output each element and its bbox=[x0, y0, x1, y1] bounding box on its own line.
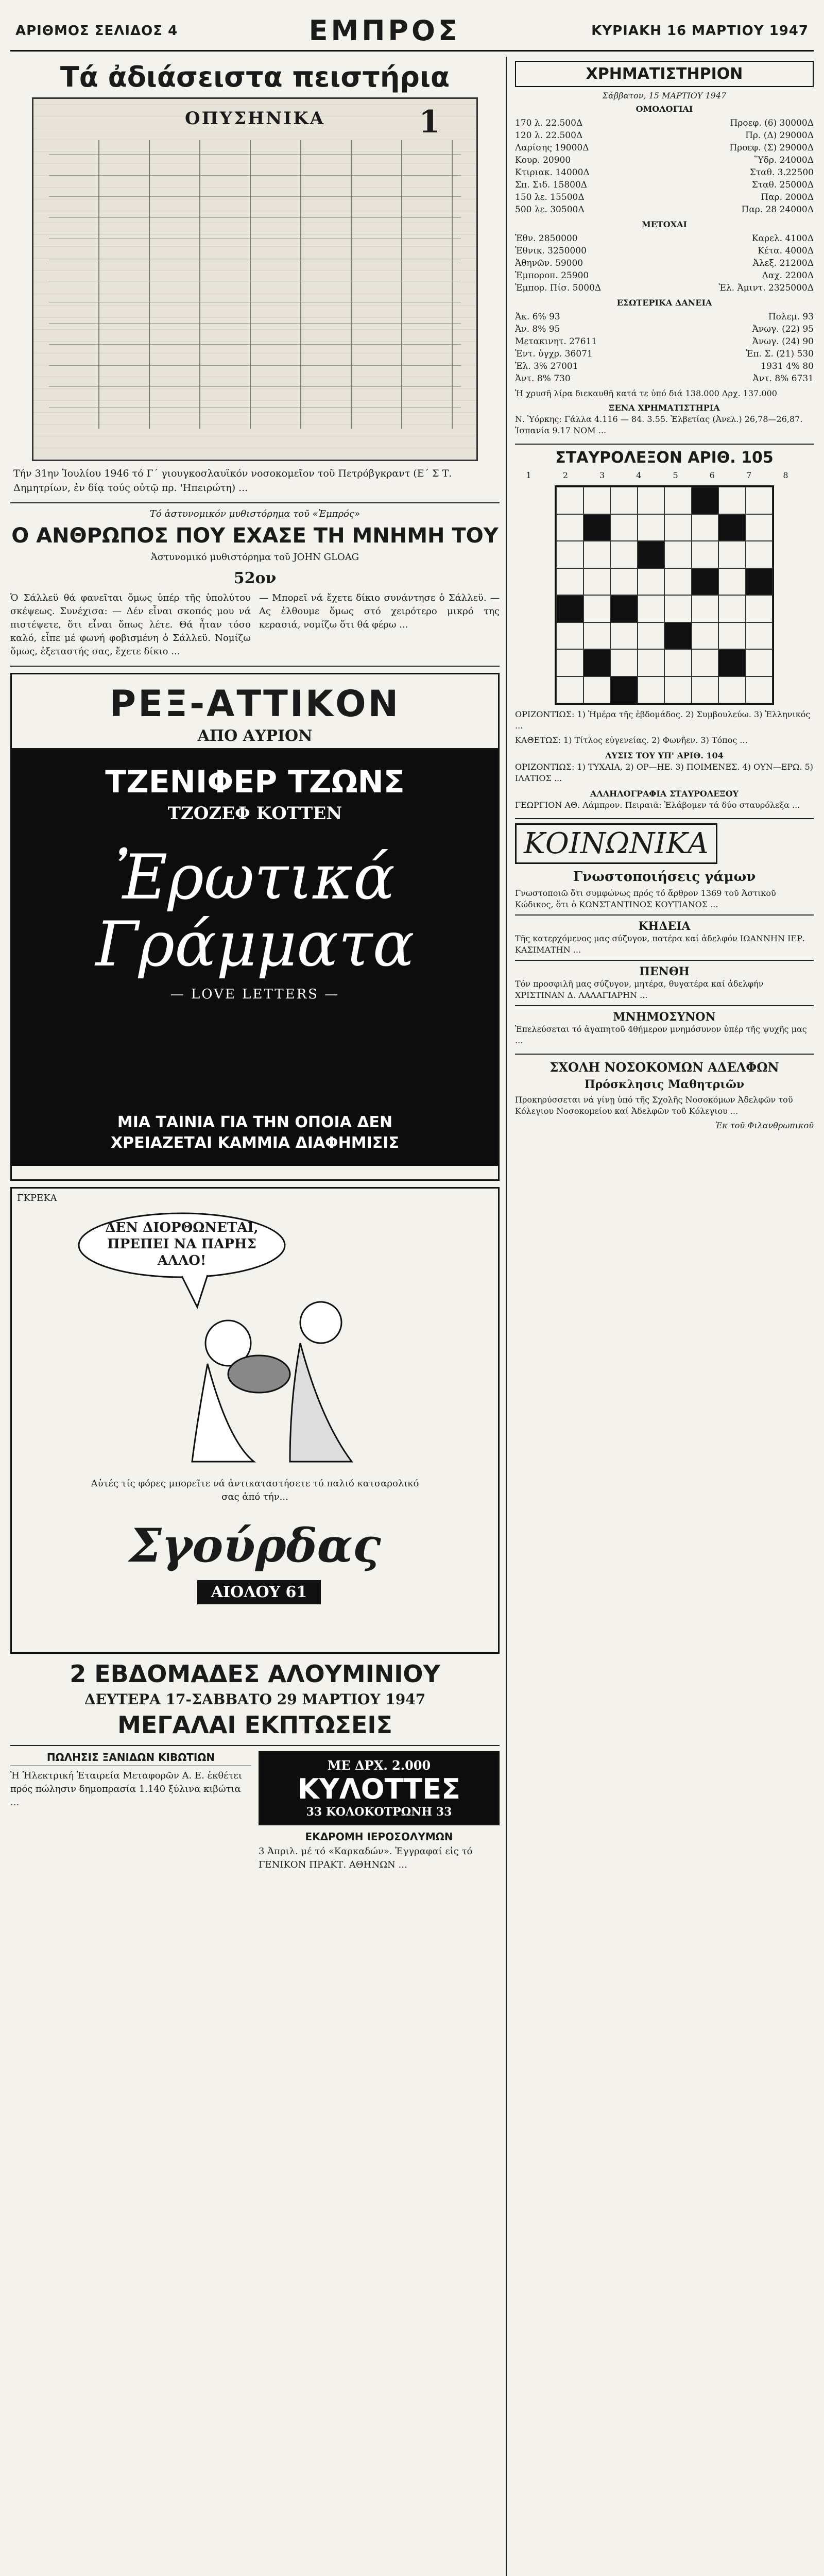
market-row bbox=[515, 245, 814, 257]
aluminium-sale-discount: ΜΕΓΑΛΑΙ ΕΚΠΤΩΣΕΙΣ bbox=[117, 1711, 392, 1739]
crossword-white-cell bbox=[692, 514, 719, 541]
crossword-white-cell bbox=[692, 622, 719, 650]
market-cell: Παρ. 28 24000Δ bbox=[741, 205, 814, 215]
crossword-across: ΟΡΙΖΟΝΤΙΩΣ: 1) Ἡμέρα τῆς ἑβδομάδος. 2) Συμβουλεύω. 3) Ἑλληνικός ... bbox=[515, 709, 811, 731]
market-cell: Ἐλ. Ἀμιντ. 2325000Δ bbox=[718, 283, 814, 293]
market-cell: Ἀθηνῶν. 59000 bbox=[515, 258, 583, 268]
document-headline: Τά ἀδιάσειστα πειστήρια bbox=[60, 61, 450, 93]
crossword-white-cell bbox=[664, 595, 692, 622]
market-cell: Κέτα. 4000Δ bbox=[758, 246, 814, 256]
mourning-text: Τόν προσφιλῆ μας σύζυγον, μητέρα, θυγατέρα καί ἀδελφήν ΧΡΙΣΤΙΝΑΝ Δ. ΛΑΛΑΓΙΑΡΗΝ ... bbox=[515, 979, 764, 1000]
market-cell: Σταθ. 25000Δ bbox=[751, 180, 814, 190]
right-bottom-ads bbox=[259, 1751, 500, 1872]
market-cell: Σταθ. 3.22500 bbox=[749, 167, 814, 178]
crossword-black-cell bbox=[664, 622, 692, 650]
serial-kicker: Τό ἀστυνομικόν μυθιστόρημα τοῦ «Ἐμπρός» bbox=[149, 509, 360, 519]
crossword-white-cell bbox=[664, 514, 692, 541]
serial-author: Ἀστυνομικό μυθιστόρημα τοῦ JOHN GLOAG bbox=[150, 552, 359, 563]
crossword-white-cell bbox=[746, 595, 773, 622]
stock-exchange bbox=[515, 57, 814, 445]
funeral-text: Τῆς κατερχόμενος μας σύζυγον, πατέρα καί ἀδελφόν ΙΩΑΝΝΗΝ ΙΕΡ. ΚΑΣΙΜΑΤΗΝ ... bbox=[515, 934, 805, 955]
serial-title: Ο ΑΝΘΡΩΠΟΣ ΠΟΥ ΕΧΑΣΕ ΤΗ ΜΝΗΜΗ ΤΟΥ bbox=[11, 524, 499, 548]
market-row bbox=[515, 166, 814, 179]
market-cell: 170 λ. 22.500Δ bbox=[515, 118, 583, 128]
crossword-white-cell bbox=[638, 595, 665, 622]
serial-text-col-1: Ὁ Σάλλεϋ θά φανεῖται ὄμως ὑπέρ τῆς ὑπολύτου σκέψεως. Συνέχισα: — Δέν εἶναι σκοπός μου νά πιστέψετε, ὅτι εἶναι ὅπως λέτε. Θά ἦταν τόσο καλό, εἶπε μέ φωνή φοβισμένη ὁ Σάλλεϋ. Νομίζω ὅμως, ἐξεταστής σας, ἔχετε δίκιο ... bbox=[10, 592, 251, 657]
kylottes-brand: ΚΥΛΟΤΤΕΣ bbox=[297, 1773, 461, 1805]
left-column bbox=[10, 57, 500, 2576]
market-cell: 1931 4% 80 bbox=[761, 361, 814, 371]
kylottes-address: 33 ΚΟΛΟΚΟΤΡΩΝΗ 33 bbox=[306, 1805, 452, 1819]
crossword-black-cell bbox=[583, 514, 611, 541]
market-row bbox=[515, 348, 814, 360]
marriage-notices-text: Γνωστοποιῶ ὅτι συμφώνως πρός τό ἄρθρον 1369 τοῦ Ἀστικοῦ Κώδικος, ὅτι ὁ ΚΩΝΣΤΑΝΤΙΝΟΣ ΚΟΥΤΙΑΝΟΣ ... bbox=[515, 888, 776, 909]
auction-title: ΠΩΛΗΣΙΣ ΞΑΝΙΔΩΝ ΚΙΒΩΤΙΩΝ bbox=[10, 1751, 251, 1766]
gold-sovereign-note: Ἡ χρυσῆ λίρα διεκαυθῆ κατά τε ὑπό διά 138.000 Δρχ. 137.000 bbox=[515, 388, 777, 398]
crossword-white-cell bbox=[664, 676, 692, 704]
crossword-black-cell bbox=[718, 514, 746, 541]
marriage-notices-title: Γνωστοποιήσεις γάμων bbox=[573, 869, 756, 885]
crossword-white-cell bbox=[556, 568, 583, 596]
crossword-white-cell bbox=[610, 568, 638, 596]
crossword-title: ΣΤΑΥΡΟΛΕΞΟΝ ΑΡΙΘ. 105 bbox=[555, 449, 774, 467]
market-row bbox=[515, 142, 814, 154]
document-photo-mark: 1 bbox=[419, 104, 440, 140]
nursing-school-text: Προκηρύσσεται νά γίνῃ ὑπό τῆς Σχολῆς Νοσοκόμων Ἀδελφῶν τοῦ Κόλεγιου Νοσοκομείου καί Ἀδελφῶν τοῦ Κόλεγιου ... bbox=[515, 1095, 793, 1116]
market-row bbox=[515, 191, 814, 204]
crossword-white-cell bbox=[718, 487, 746, 514]
cinema-tagline-2: ΧΡΕΙΑΖΕΤΑΙ ΚΑΜΜΙΑ ΔΙΑΦΗΜΙΣΙΣ bbox=[111, 1134, 399, 1152]
crossword-white-cell bbox=[556, 487, 583, 514]
domestic-loans-subtitle: ΕΣΩΤΕΡΙΚΑ ΔΑΝΕΙΑ bbox=[616, 298, 712, 308]
market-cell: Προεφ. (6) 30000Δ bbox=[730, 118, 814, 128]
market-cell: Λαχ. 2200Δ bbox=[762, 270, 814, 281]
crossword-white-cell bbox=[556, 514, 583, 541]
nursing-school-signature: Ἐκ τοῦ Φιλανθρωπικοῦ bbox=[715, 1121, 814, 1130]
stock-exchange-date: Σάββατον, 15 ΜΑΡΤΙΟΥ 1947 bbox=[602, 91, 727, 100]
market-row bbox=[515, 360, 814, 372]
crossword-white-cell bbox=[556, 676, 583, 704]
crossword-white-cell bbox=[583, 622, 611, 650]
crossword-section bbox=[515, 445, 814, 819]
funeral-title: ΚΗΔΕΙΑ bbox=[638, 920, 691, 933]
cinema-poster bbox=[12, 750, 498, 1166]
market-cell: Ἀντ. 8% 730 bbox=[515, 374, 571, 384]
memorial-text: Ἐπελεύσεται τό ἀγαπητοῦ 4θήμερον μνημόσυνον ὑπέρ τῆς ψυχῆς μας ... bbox=[515, 1024, 807, 1045]
market-cell: Πολεμ. 93 bbox=[768, 312, 814, 322]
crossword-white-cell bbox=[638, 649, 665, 676]
market-row bbox=[515, 269, 814, 282]
serial-columns bbox=[10, 591, 500, 658]
market-cell: Ἐλ. 3% 27001 bbox=[515, 361, 578, 371]
market-cell: Ἀνωγ. (24) 90 bbox=[752, 336, 814, 347]
market-cell: Ἀνωγ. (22) 95 bbox=[752, 324, 814, 334]
crossword-white-cell bbox=[664, 487, 692, 514]
market-cell: Ἐμπορ. Πίσ. 5000Δ bbox=[515, 283, 602, 293]
crossword-white-cell bbox=[583, 541, 611, 568]
serial-section bbox=[10, 503, 500, 667]
crossword-black-cell bbox=[718, 649, 746, 676]
crossword-white-cell bbox=[746, 676, 773, 704]
market-row bbox=[515, 323, 814, 335]
crossword-white-cell bbox=[718, 622, 746, 650]
market-cell: Παρ. 2000Δ bbox=[761, 192, 814, 202]
market-row bbox=[515, 232, 814, 245]
market-cell: Λαρίσης 19000Δ bbox=[515, 143, 589, 153]
crossword-white-cell bbox=[556, 541, 583, 568]
market-cell: Ἀκ. 6% 93 bbox=[515, 312, 560, 322]
cinema-film-title-2: Γράμματα bbox=[95, 909, 415, 980]
market-cell: Ἀν. 8% 95 bbox=[515, 324, 560, 334]
aluminium-sale-dates: ΔΕΥΤΕΡΑ 17-ΣΑΒΒΑΤΟ 29 ΜΑΡΤΙΟΥ 1947 bbox=[84, 1691, 426, 1708]
crossword-white-cell bbox=[638, 514, 665, 541]
crossword-white-cell bbox=[610, 649, 638, 676]
kylottes-price: ΜΕ ΔΡΧ. 2.000 bbox=[327, 1758, 431, 1773]
crossword-white-cell bbox=[638, 676, 665, 704]
bonds-subtitle: ΟΜΟΛΟΓΙΑΙ bbox=[636, 104, 693, 114]
crossword-white-cell bbox=[664, 568, 692, 596]
market-cell: Μετακινητ. 27611 bbox=[515, 336, 597, 347]
crossword-white-cell bbox=[718, 568, 746, 596]
nursing-school-section bbox=[515, 1055, 814, 1131]
cinema-ad-header bbox=[12, 674, 498, 750]
crossword-grid bbox=[555, 485, 774, 705]
cinema-tagline bbox=[12, 1112, 498, 1154]
aluminium-ad-credit: ΓΚΡΕΚΑ bbox=[17, 1193, 57, 1204]
crossword-white-cell bbox=[638, 487, 665, 514]
market-row bbox=[515, 311, 814, 323]
divider bbox=[515, 960, 814, 961]
auction-notice bbox=[10, 1751, 251, 1872]
market-cell: 150 λε. 15500Δ bbox=[515, 192, 585, 202]
crossword-white-cell bbox=[610, 541, 638, 568]
bottom-ads bbox=[10, 1746, 500, 1872]
market-cell: Σπ. Σιδ. 15800Δ bbox=[515, 180, 588, 190]
social-section bbox=[515, 819, 814, 1055]
aluminium-speech: ΔΕΝ ΔΙΟΡΘΩΝΕΤΑΙ, ΠΡΕΠΕΙ ΝΑ ΠΑΡΗΣ ΑΛΛΟ! bbox=[105, 1220, 259, 1268]
document-section bbox=[10, 57, 500, 503]
crossword-white-cell bbox=[692, 649, 719, 676]
domestic-loans-table bbox=[515, 311, 814, 385]
crossword-white-cell bbox=[610, 487, 638, 514]
newspaper-page bbox=[10, 10, 814, 2576]
aluminium-brand: Σγούρδας bbox=[129, 1518, 381, 1573]
foreign-markets-text: Ν. Ὑόρκης: Γάλλα 4.116 — 84. 3.55. Ἑλβετίας (Ἀνελ.) 26,78—26,87. Ἰσπανία 9.17 ΝΟΜ ... bbox=[515, 414, 803, 435]
market-row bbox=[515, 372, 814, 385]
crossword-white-cell bbox=[692, 676, 719, 704]
nursing-school-title: ΣΧΟΛΗ ΝΟΣΟΚΟΜΩΝ ΑΔΕΛΦΩΝ bbox=[550, 1060, 779, 1075]
divider bbox=[515, 914, 814, 916]
stock-exchange-title: ΧΡΗΜΑΤΙΣΤΗΡΙΟΝ bbox=[515, 61, 814, 87]
social-title: ΚΟΙΝΩΝΙΚΑ bbox=[515, 823, 717, 864]
aluminium-copy: Αὐτές τίς φόρες μπορεῖτε νά ἀντικαταστήσετε τό παλιό κατσαρολικό σας ἀπό τήν... bbox=[91, 1478, 419, 1502]
crossword-column-numbers: 1 2 3 4 5 6 7 8 bbox=[526, 470, 803, 480]
market-cell: 120 λ. 22.500Δ bbox=[515, 130, 583, 141]
market-cell: Προεφ. (Σ) 29000Δ bbox=[729, 143, 814, 153]
shares-subtitle: ΜΕΤΟΧΑΙ bbox=[641, 219, 688, 229]
crossword-white-cell bbox=[638, 568, 665, 596]
crossword-white-cell bbox=[664, 541, 692, 568]
crossword-solution: ΟΡΙΖΟΝΤΙΩΣ: 1) ΤΥΧΑΙΑ, 2) ΟΡ—ΗΕ. 3) ΠΟΙΜΕΝΕΣ. 4) ΟΥΝ—ΕΡΩ. 5) ΙΛΑΤΙΟΣ ... bbox=[515, 762, 814, 783]
shares-table bbox=[515, 232, 814, 294]
crossword-letters: ΓΕΩΡΓΙΟΝ ΑΘ. Λάμπρον. Πειραιᾶ: Ἐλάβομεν τά δύο σταυρόλεξα ... bbox=[515, 800, 800, 810]
crossword-white-cell bbox=[583, 568, 611, 596]
document-caption: Τήν 31ην Ἰουλίου 1946 τό Γ΄ γιουγκοσλαυϊκόν νοσοκομεῖον τοῦ Πετρόβγκραντ (Ε΄ Σ Τ. Δημητρίων, ἐν δίᾳ τούς οὐτῷ πρ. 'Ηπειρώτη) ... bbox=[13, 468, 452, 494]
right-column bbox=[515, 57, 814, 2576]
crossword-black-cell bbox=[746, 568, 773, 596]
divider bbox=[515, 1005, 814, 1006]
column-divider bbox=[506, 57, 507, 2576]
crossword-white-cell bbox=[746, 649, 773, 676]
crossword-black-cell bbox=[692, 487, 719, 514]
crossword-white-cell bbox=[746, 514, 773, 541]
crossword-white-cell bbox=[746, 487, 773, 514]
crossword-white-cell bbox=[718, 676, 746, 704]
market-cell: Κουρ. 20900 bbox=[515, 155, 571, 165]
market-cell: Καρελ. 4100Δ bbox=[751, 233, 814, 244]
document-photo-title: ΟΠΥΣΗΝΙΚΑ bbox=[184, 108, 325, 129]
crossword-black-cell bbox=[638, 541, 665, 568]
cinema-film-english: — LOVE LETTERS — bbox=[170, 987, 340, 1002]
bonds-table bbox=[515, 117, 814, 216]
kylottes-ad bbox=[259, 1751, 500, 1825]
issue-date: ΚΥΡΙΑΚΗ 16 ΜΑΡΤΙΟΥ 1947 bbox=[591, 23, 809, 39]
market-cell: Κτιριακ. 14000Δ bbox=[515, 167, 590, 178]
market-cell: Ἐπ. Σ. (21) 530 bbox=[745, 349, 814, 359]
newspaper-title: ΕΜΠΡΟΣ bbox=[308, 14, 460, 47]
crossword-white-cell bbox=[664, 649, 692, 676]
crossword-black-cell bbox=[692, 568, 719, 596]
aluminium-address: ΑΙΟΛΟΥ 61 bbox=[197, 1580, 321, 1604]
crossword-white-cell bbox=[583, 676, 611, 704]
crossword-white-cell bbox=[638, 622, 665, 650]
aluminium-sale bbox=[10, 1654, 500, 1746]
market-row bbox=[515, 179, 814, 191]
market-row bbox=[515, 204, 814, 216]
crossword-white-cell bbox=[692, 541, 719, 568]
market-cell: Ὕδρ. 24000Δ bbox=[754, 155, 814, 165]
crossword-white-cell bbox=[692, 595, 719, 622]
cinema-film-title-1: Ἐρωτικά bbox=[115, 842, 395, 913]
foreign-markets-subtitle: ΞΕΝΑ ΧΡΗΜΑΤΙΣΤΗΡΙΑ bbox=[609, 403, 720, 413]
aluminium-sale-title: 2 ΕΒΔΟΜΑΔΕΣ ΑΛΟΥΜΙΝΙΟΥ bbox=[70, 1660, 440, 1688]
crossword-white-cell bbox=[718, 595, 746, 622]
crossword-white-cell bbox=[746, 541, 773, 568]
cinema-tagline-1: ΜΙΑ ΤΑΙΝΙΑ ΓΙΑ ΤΗΝ ΟΠΟΙΑ ΔΕΝ bbox=[117, 1113, 393, 1131]
crossword-white-cell bbox=[583, 487, 611, 514]
mourning-title: ΠΕΝΘΗ bbox=[639, 965, 690, 978]
jerusalem-trip-title: ΕΚΔΡΟΜΗ ΙΕΡΟΣΟΛΥΜΩΝ bbox=[305, 1831, 453, 1843]
market-cell: Πρ. (Δ) 29000Δ bbox=[745, 130, 814, 141]
crossword-black-cell bbox=[583, 649, 611, 676]
market-cell: Ἐθνικ. 3250000 bbox=[515, 246, 587, 256]
market-cell: Ἐντ. ὑγχρ. 36071 bbox=[515, 349, 593, 359]
crossword-black-cell bbox=[610, 595, 638, 622]
crossword-white-cell bbox=[556, 649, 583, 676]
cinema-ad bbox=[10, 673, 500, 1181]
crossword-solution-title: ΛΥΣΙΣ ΤΟΥ ΥΠ' ΑΡΙΘ. 104 bbox=[605, 751, 724, 760]
crossword-down: ΚΑΘΕΤΩΣ: 1) Τίτλος εὐγενείας. 2) Φωνῆεν. 3) Τόπος ... bbox=[515, 735, 748, 745]
market-cell: 500 λε. 30500Δ bbox=[515, 205, 585, 215]
jerusalem-trip-text: 3 Ἀπριλ. μέ τό «Καρκαδών». Ἐγγραφαί εἰς τό ΓΕΝΙΚΟΝ ΠΡΑΚΤ. ΑΘΗΝΩΝ ... bbox=[259, 1846, 473, 1870]
market-row bbox=[515, 154, 814, 166]
market-cell: Ἐμποροπ. 25900 bbox=[515, 270, 589, 281]
crossword-black-cell bbox=[610, 676, 638, 704]
market-row bbox=[515, 335, 814, 348]
crossword-white-cell bbox=[746, 622, 773, 650]
nursing-school-subtitle: Πρόσκλησις Μαθητριῶν bbox=[584, 1078, 745, 1091]
serial-chapter: 52ον bbox=[233, 569, 277, 587]
document-grid bbox=[49, 140, 461, 429]
cinema-name: ΡΕΞ-ΑΤΤΙΚΟΝ bbox=[109, 683, 401, 725]
page-number: ΑΡΙΘΜΟΣ ΣΕΛΙΔΟΣ 4 bbox=[15, 23, 178, 39]
columns bbox=[10, 57, 814, 2576]
document-photo bbox=[32, 97, 478, 461]
serial-text-col-2: — Μπορεῖ νά ἔχετε δίκιο συνάντησε ὁ Σάλλεϋ. — Ας ἐλθουμε ὅμως στό χειρότερο μικρό της κερασιά, νομίζω ὅτι θά φέρω ... bbox=[259, 592, 500, 630]
market-cell: Ἐθν. 2850000 bbox=[515, 233, 578, 244]
market-row bbox=[515, 257, 814, 269]
memorial-title: ΜΝΗΜΟΣΥΝΟΝ bbox=[613, 1010, 716, 1024]
crossword-white-cell bbox=[610, 622, 638, 650]
auction-text: Ἡ Ἠλεκτρική Ἐταιρεία Μεταφορῶν Α. Ε. ἐκθέτει πρός πώλησιν δημοπρασία 1.140 ξύλινα κιβώτια ... bbox=[10, 1770, 242, 1808]
crossword-white-cell bbox=[583, 595, 611, 622]
cinema-star-1: ΤΖΕΝΙΦΕΡ ΤΖΩΝΣ bbox=[105, 764, 405, 800]
crossword-white-cell bbox=[610, 514, 638, 541]
crossword-white-cell bbox=[556, 622, 583, 650]
masthead bbox=[10, 10, 814, 52]
market-row bbox=[515, 129, 814, 142]
crossword-black-cell bbox=[556, 595, 583, 622]
crossword-white-cell bbox=[718, 541, 746, 568]
aluminium-ad bbox=[10, 1187, 500, 1654]
market-cell: Ἀντ. 8% 6731 bbox=[752, 374, 814, 384]
market-cell: Ἀλεξ. 21200Δ bbox=[752, 258, 814, 268]
market-row bbox=[515, 117, 814, 129]
cinema-star-2: ΤΖΟΖΕΦ ΚΟΤΤΕΝ bbox=[167, 803, 342, 824]
crossword-letters-title: ΑΛΛΗΛΟΓΡΑΦΙΑ ΣΤΑΥΡΟΛΕΞΟΥ bbox=[590, 789, 739, 799]
market-row bbox=[515, 282, 814, 294]
cinema-date: ΑΠΟ ΑΥΡΙΟΝ bbox=[197, 727, 313, 745]
